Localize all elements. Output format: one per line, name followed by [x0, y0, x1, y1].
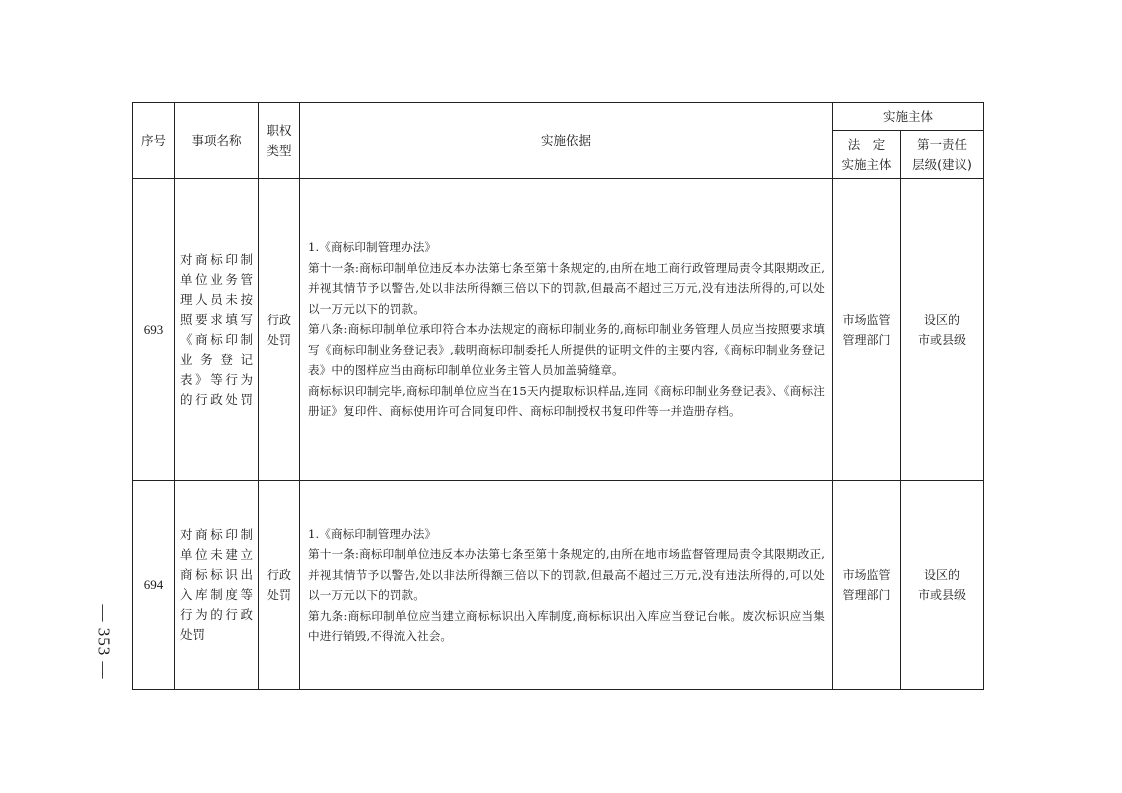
enforcement-table — [132, 102, 984, 690]
name-line: 处罚 — [180, 627, 206, 642]
type-line1: 行政 — [266, 312, 291, 327]
row-power-type — [259, 179, 300, 481]
table-row — [133, 481, 984, 690]
basis-paragraph: 第十一条:商标印制单位违反本办法第七条至第十条规定的,由所在地工商行政管理局责令其限期改正,并视其情节予以警告,处以非法所得额三倍以下的罚款,但最高不超过三万元,没有违法所得的,可以处以一万元以下的罚款。 — [308, 260, 825, 316]
first-line1: 设区的 — [924, 312, 961, 327]
row-legal-subject — [833, 481, 901, 690]
name-line: 入库制度等 — [180, 587, 253, 602]
first-line2: 市或县级 — [918, 588, 967, 602]
name-line: 《商标印制 — [180, 331, 253, 347]
row-seq: 693 — [133, 179, 175, 481]
header-legal-subject — [833, 131, 901, 179]
basis-paragraph: 1.《商标印制管理办法》 — [308, 526, 437, 541]
first-line1: 设区的 — [924, 568, 961, 582]
row-item-name — [175, 481, 259, 690]
name-line: 业务登记 — [180, 351, 253, 367]
header-legal-line1: 法 定 — [847, 136, 886, 152]
name-line: 照要求填写 — [180, 311, 253, 327]
basis-paragraph: 第八条:商标印制单位承印符合本办法规定的商标印制业务的,商标印制业务管理人员应当按照要求填写《商标印制业务登记表》,载明商标印制委托人所提供的证明文件的主要内容,《商标印制业务登记表》中的图样应当由商标印制单位业务主管人员加盖骑缝章。 — [308, 322, 825, 378]
basis-paragraph: 第十一条:商标印制单位违反本办法第七条至第十条规定的,由所在地市场监督管理局责令其限期改正,并视其情节予以警告,处以非法所得额三倍以下的罚款,但最高不超过三万元,没有违法所得的,可以处以一万元以下的罚款。 — [308, 547, 825, 602]
name-line: 单位未建立 — [180, 547, 253, 562]
legal-line1: 市场监管 — [842, 312, 891, 327]
header-basis: 实施依据 — [300, 103, 833, 179]
header-first-line2: 层级(建议) — [912, 156, 972, 172]
page-number — [78, 596, 128, 688]
header-row — [133, 103, 984, 131]
row-basis — [300, 179, 833, 481]
header-first-line1: 第一责任 — [917, 136, 968, 152]
type-line1: 行政 — [266, 568, 291, 582]
header-legal-line2: 实施主体 — [841, 156, 892, 172]
name-line: 对商标印制 — [180, 527, 253, 542]
row-first-responsible — [901, 481, 984, 690]
name-line: 对商标印制 — [180, 251, 253, 267]
name-line: 商标标识出 — [180, 567, 253, 582]
row-item-name — [175, 179, 259, 481]
legal-line2: 管理部门 — [842, 588, 891, 602]
row-first-responsible — [901, 179, 984, 481]
type-line2: 处罚 — [266, 332, 291, 347]
header-power-type-line2: 类型 — [266, 142, 292, 158]
header-subject: 实施主体 — [833, 103, 984, 131]
name-line: 理人员未按 — [180, 291, 253, 307]
table-row — [133, 179, 984, 481]
type-line2: 处罚 — [266, 588, 291, 602]
header-seq: 序号 — [133, 103, 175, 179]
row-legal-subject — [833, 179, 901, 481]
header-first-responsible — [901, 131, 984, 179]
legal-line1: 市场监管 — [842, 568, 891, 582]
row-basis — [300, 481, 833, 690]
name-line: 行为的行政 — [180, 607, 253, 622]
header-item-name: 事项名称 — [175, 103, 259, 179]
name-line: 单位业务管 — [180, 271, 253, 287]
page-number-text: — 353 — — [94, 604, 113, 680]
basis-paragraph: 第九条:商标印制单位应当建立商标标识出入库制度,商标标识出入库应当登记台帐。废次标识应当集中进行销毁,不得流入社会。 — [308, 608, 825, 643]
basis-paragraph: 商标标识印制完毕,商标印制单位应当在15天内提取标识样品,连同《商标印制业务登记表》、《商标注册证》复印件、商标使用许可合同复印件、商标印制授权书复印件等一并造册存档。 — [308, 383, 825, 419]
header-power-type — [259, 103, 300, 179]
row-power-type — [259, 481, 300, 690]
name-line: 表》等行为 — [180, 371, 253, 387]
legal-line2: 管理部门 — [842, 332, 891, 347]
name-line: 的行政处罚 — [180, 391, 253, 407]
basis-paragraph: 1.《商标印制管理办法》 — [308, 240, 437, 255]
row-seq: 694 — [133, 481, 175, 690]
first-line2: 市或县级 — [918, 332, 967, 347]
header-power-type-line1: 职权 — [266, 122, 292, 138]
